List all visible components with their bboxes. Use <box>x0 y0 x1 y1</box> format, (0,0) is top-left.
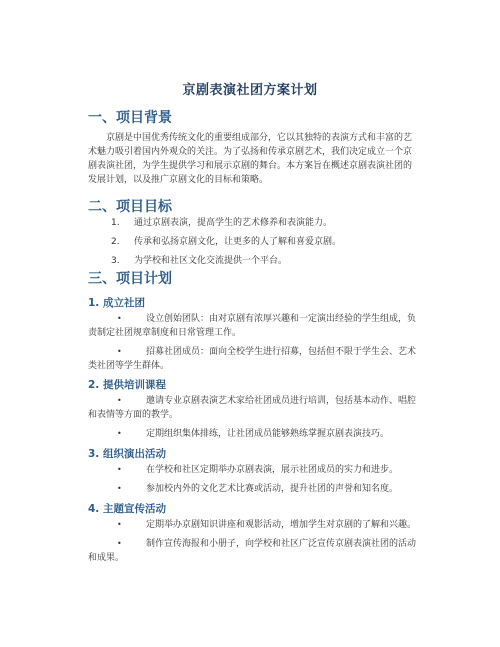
list-item: • 邀请专业京剧表演艺术家给社团成员进行培训，包括基本动作、唱腔和表情等方面的教学。 <box>88 396 417 420</box>
list-item: • 制作宣传海报和小册子，向学校和社区广泛宣传京剧表演社团的活动和成果。 <box>88 539 417 563</box>
background-paragraph <box>88 131 413 187</box>
subheading-promotion: 4. 主题宣传活动 <box>88 503 166 515</box>
section-heading-plan: 三、项目计划 <box>88 271 172 287</box>
document-title: 京剧表演社团方案计划 <box>182 83 318 98</box>
list-item: 3. 为学校和社区文化交流提供一个平台。 <box>111 256 288 266</box>
list-item: • 参加校内外的文化艺术比赛或活动，提升社团的声誉和知名度。 <box>117 484 399 494</box>
subheading-establish: 1. 成立社团 <box>88 297 145 309</box>
bullet-icon: • <box>117 347 122 356</box>
goals-list <box>88 216 413 273</box>
bullet-icon: • <box>117 396 122 405</box>
section-heading-background: 一、项目背景 <box>88 110 172 126</box>
list-item: • 定期举办京剧知识讲座和观影活动，增加学生对京剧的了解和兴趣。 <box>117 520 417 530</box>
list-item: 2. 传承和弘扬京剧文化，让更多的人了解和喜爱京剧。 <box>111 237 342 247</box>
list-item: • 定期组织集体排练，让社团成员能够熟练掌握京剧表演技巧。 <box>117 429 390 439</box>
establish-list <box>88 312 418 378</box>
subheading-performances: 3. 组织演出活动 <box>88 448 166 460</box>
bullet-icon: • <box>117 520 122 529</box>
bullet-icon: • <box>117 484 122 493</box>
list-item: • 招募社团成员：面向全校学生进行招募，包括但不限于学生会、艺术类社团等学生群体。 <box>88 347 417 371</box>
goal-text: 传承和弘扬京剧文化，让更多的人了解和喜爱京剧。 <box>134 237 342 247</box>
goal-text: 为学校和社区文化交流提供一个平台。 <box>134 256 288 266</box>
list-item: • 设立创始团队：由对京剧有浓厚兴趣和一定演出经验的学生组成，负责制定社团规章制度和日常管理工作。 <box>88 314 417 338</box>
bullet-icon: • <box>117 429 122 438</box>
bullet-icon: • <box>117 465 122 474</box>
list-item: 1. 通过京剧表演，提高学生的艺术修养和表演能力。 <box>111 218 333 228</box>
training-list <box>88 394 418 446</box>
list-item: • 在学校和社区定期举办京剧表演，展示社团成员的实力和进步。 <box>117 465 399 475</box>
subheading-training: 2. 提供培训课程 <box>88 379 166 391</box>
performances-list <box>88 463 418 501</box>
bullet-icon: • <box>117 539 122 548</box>
bullet-icon: • <box>117 314 122 323</box>
goal-text: 通过京剧表演，提高学生的艺术修养和表演能力。 <box>134 218 333 228</box>
promotion-list <box>88 518 418 570</box>
background-paragraph-text: 京剧是中国优秀传统文化的重要组成部分，它以其独特的表演方式和丰富的艺术魅力吸引着国内外观众的关注。为了弘扬和传承京剧艺术，我们决定成立一个京剧表演社团，为学生提供学习和展示京剧的舞台。本方案旨在概述京剧表演社团的发展计划，以及推广京剧文化的目标和策略。 <box>88 133 413 185</box>
section-heading-goals: 二、项目目标 <box>88 199 172 215</box>
